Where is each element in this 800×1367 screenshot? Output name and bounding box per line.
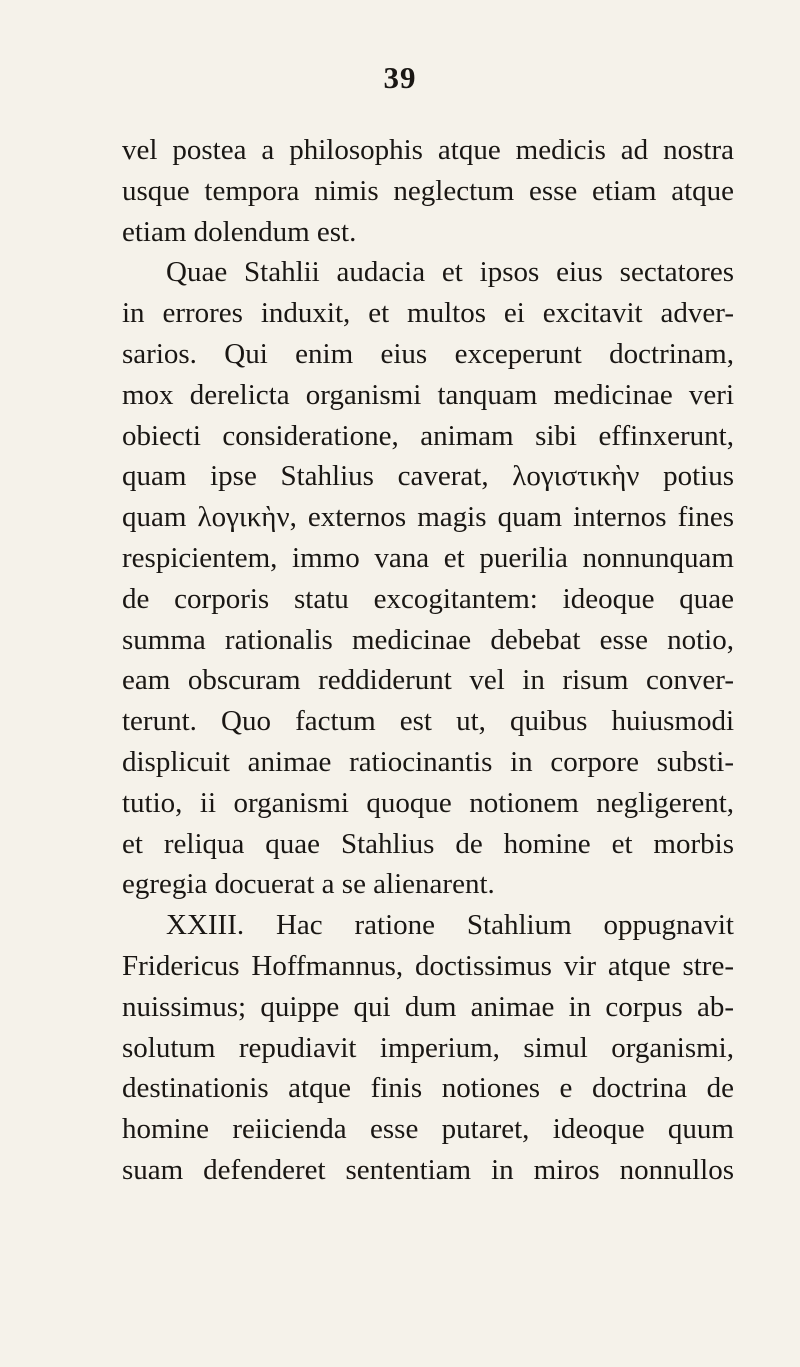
text-line: summa rationalis medicinae debebat esse notio, — [122, 623, 734, 656]
text-line: sarios. Qui enim eius exceperunt doctrinam, — [122, 337, 734, 370]
text-line: et reliqua quae Stahlius de homine et morbis — [122, 827, 734, 860]
text-line: eam obscuram reddiderunt vel in risum conver- — [122, 664, 734, 697]
text-line: Quae Stahlii audacia et ipsos eius sectatores — [166, 256, 734, 289]
text-line: de corporis statu excogitantem: ideoque quae — [122, 582, 734, 615]
text-line: terunt. Quo factum est ut, quibus huiusmodi — [122, 705, 734, 738]
text-line: destinationis atque finis notiones e doctrina de — [122, 1072, 734, 1105]
text-line: nuissimus; quippe qui dum animae in corpus ab- — [122, 990, 734, 1023]
page-number: 39 — [383, 60, 417, 95]
text-line: quam λογικὴν, externos magis quam internos fines — [122, 501, 734, 534]
text-line: homine reiicienda esse putaret, ideoque quum — [122, 1113, 734, 1146]
text-line: quam ipse Stahlius caverat, λογιστικὴν potius — [122, 460, 734, 493]
text-line: displicuit animae ratiocinantis in corpore substi- — [122, 745, 734, 778]
text-line: vel postea a philosophis atque medicis ad nostra — [122, 134, 734, 166]
text-line: egregia docuerat a se alienarent. — [122, 868, 495, 901]
text-line: obiecti consideratione, animam sibi effinxerunt, — [122, 419, 734, 452]
text-line: in errores induxit, et multos ei excitavit adver- — [122, 297, 734, 330]
section-heading-line: XXIII. Hac ratione Stahlium oppugnavit — [166, 909, 734, 942]
text-line: suam defenderet sententiam in miros nonnullos — [122, 1153, 734, 1186]
text-line: Fridericus Hoffmannus, doctissimus vir atque stre- — [122, 949, 734, 982]
text-line: tutio, ii organismi quoque notionem negligerent, — [122, 786, 734, 819]
text-line: respicientem, immo vana et puerilia nonnunquam — [122, 541, 734, 574]
text-line: etiam dolendum est. — [122, 215, 357, 248]
text-line: usque tempora nimis neglectum esse etiam atque — [122, 174, 734, 207]
body-text — [122, 130, 734, 1191]
text-line: solutum repudiavit imperium, simul organismi, — [122, 1031, 734, 1064]
text-line: mox derelicta organismi tanquam medicinae veri — [122, 378, 734, 411]
